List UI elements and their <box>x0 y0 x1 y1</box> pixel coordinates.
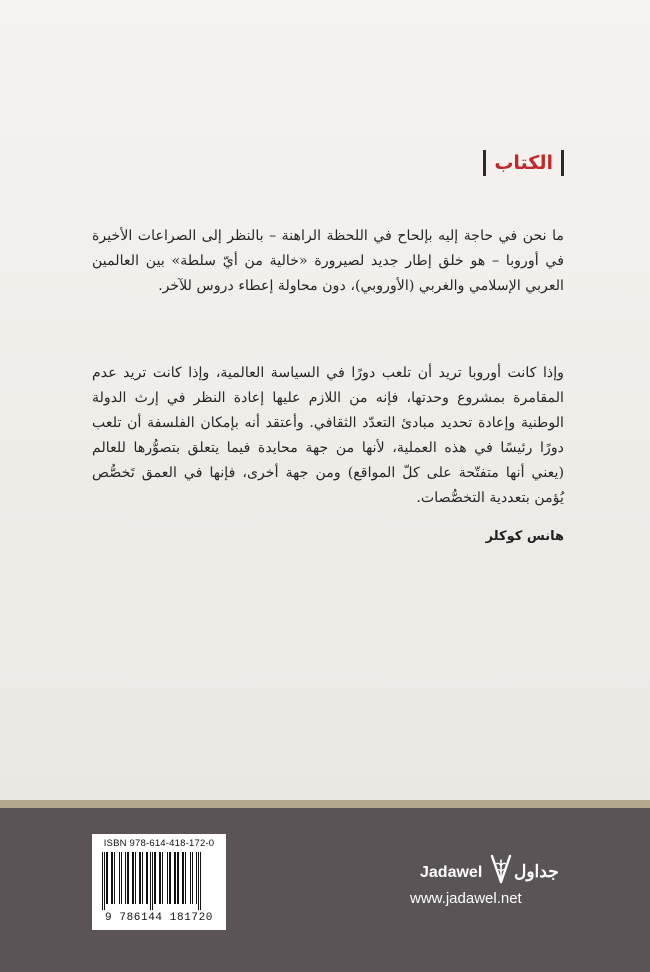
divider-strip <box>0 800 650 808</box>
publisher-logo <box>410 850 560 910</box>
author-name: هانس كوكلر <box>485 529 564 544</box>
heading-bar-left <box>483 150 486 176</box>
isbn-text: ISBN 978-614-418-172-0 <box>103 838 215 849</box>
leaf-v-icon <box>488 850 514 884</box>
publisher-url: www.jadawel.net <box>410 890 522 907</box>
heading-bar-right <box>561 150 564 176</box>
publisher-name-latin: Jadawel <box>420 864 483 881</box>
paragraph-2: وإذا كانت أوروبا تريد أن تلعب دورًا في السياسة العالمية، وإذا كانت تريد عدم المقامرة بمشروع وحدتها، فإنه من اللازم عليها إعادة النظر في إرث الدولة الوطنية وإعادة تحديد مبادئ التعدّد الثقافي. وأعتقد أنه بإمكان الفلسفة أن تلعب دورًا رئيسًا في هذه العملية، لأنها من جهة محايدة فيما يتعلق بتصوُّرها للعالم (يعني أنها متفتّحة على كلّ المواقع) ومن جهة أخرى، فإنها في العمق تَخصُّص يُؤمن بتعددية التخصُّصات. <box>92 365 564 507</box>
ean-number: 9 786144 181720 <box>104 912 214 924</box>
barcode-box <box>92 834 226 930</box>
paragraph-1: ما نحن في حاجة إليه بإلحاح في اللحظة الراهنة – بالنظر إلى الصراعات الأخيرة في أوروبا – هو خلق إطار جديد لصيرورة «خالية من أيّ سلطة» بين العالمين العربي الإسلامي والغربي (الأوروبي)، دون محاولة إعطاء دروس للآخر. <box>92 228 564 295</box>
barcode-icon <box>100 852 218 910</box>
publisher-name-arabic: جداول <box>514 862 559 881</box>
section-heading <box>483 150 564 176</box>
heading-text: الكتاب <box>494 152 553 174</box>
